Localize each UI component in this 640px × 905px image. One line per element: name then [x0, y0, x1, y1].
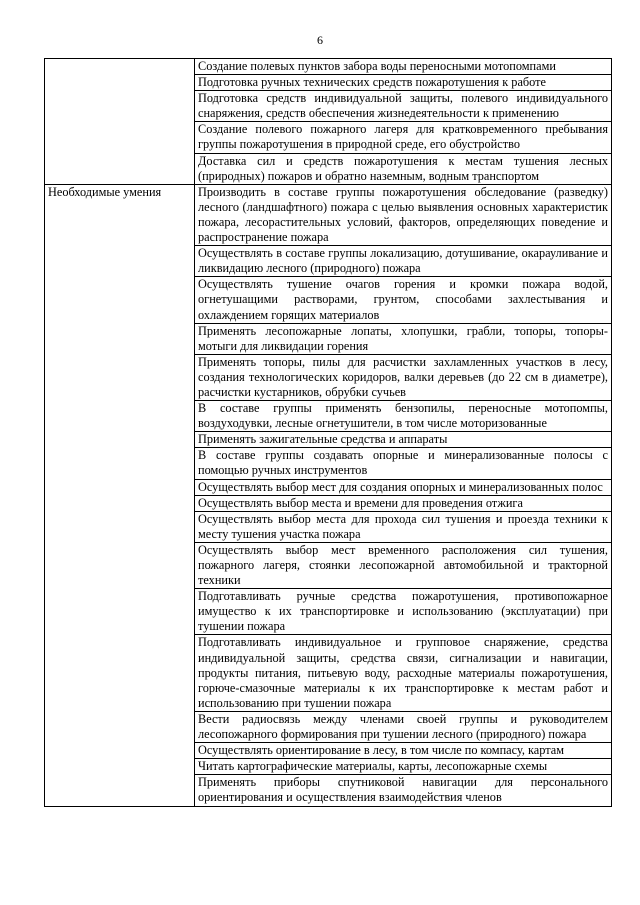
table-row [45, 59, 612, 75]
table-cell: Создание полевого пожарного лагеря для кратковременного пребывания группы пожаротушения в природной среде, его обустройство [195, 122, 612, 153]
table-cell: Подготовка средств индивидуальной защиты, полевого индивидуального снаряжения, средств обеспечения жизнедеятельности к применению [195, 91, 612, 122]
table-cell: Применять зажигательные средства и аппараты [195, 432, 612, 448]
table-cell: Применять приборы спутниковой навигации для персонального ориентирования и осуществления взаимодействия членов [195, 775, 612, 806]
table-cell: Вести радиосвязь между членами своей группы и руководителем лесопожарного формирования при тушении лесного (природного) пожара [195, 711, 612, 742]
table-row [45, 184, 612, 245]
table-cell: Осуществлять ориентирование в лесу, в том числе по компасу, картам [195, 743, 612, 759]
table-cell: Доставка сил и средств пожаротушения к местам тушения лесных (природных) пожаров и обратно наземным, водным транспортом [195, 153, 612, 184]
table-cell: Осуществлять выбор места и времени для проведения отжига [195, 495, 612, 511]
page-number: 6 [317, 33, 323, 47]
skills-label-cell: Необходимые умения [45, 184, 195, 806]
labor-function-table [44, 58, 612, 807]
table-cell: Осуществлять выбор мест временного расположения сил тушения, пожарного лагеря, стоянки лесопожарной автомобильной и тракторной техники [195, 542, 612, 588]
table-cell: Применять лесопожарные лопаты, хлопушки, грабли, топоры, топоры-мотыги для ликвидации горения [195, 323, 612, 354]
table-cell: Подготовка ручных технических средств пожаротушения к работе [195, 75, 612, 91]
table-cell: В составе группы создавать опорные и минерализованные полосы с помощью ручных инструментов [195, 448, 612, 479]
table-cell: Осуществлять тушение очагов горения и кромки пожара водой, огнетушащими растворами, грунтом, способами захлестывания и охлаждением горящих материалов [195, 277, 612, 323]
table-cell: Подготавливать индивидуальное и групповое снаряжение, средства индивидуальной защиты, средства связи, сигнализации и навигации, продукты питания, питьевую воду, расходные материалы пожаротушения, горюче-смазочные материалы к их транспортировке к местам работ и использованию при тушении пожара [195, 635, 612, 711]
table-cell: Читать картографические материалы, карты, лесопожарные схемы [195, 759, 612, 775]
table-cell: Осуществлять выбор мест для создания опорных и минерализованных полос [195, 479, 612, 495]
table-cell: Осуществлять выбор места для прохода сил тушения и проезда техники к месту тушения участка пожара [195, 511, 612, 542]
table-cell: Применять топоры, пилы для расчистки захламленных участков в лесу, создания технологических коридоров, валки деревьев (до 22 см в диаметре), расчистки кустарников, обрубки сучьев [195, 354, 612, 400]
prev-section-label-cell [45, 59, 195, 185]
table-cell: Создание полевых пунктов забора воды переносными мотопомпами [195, 59, 612, 75]
table-cell: Осуществлять в составе группы локализацию, дотушивание, окарауливание и ликвидацию лесного (природного) пожара [195, 246, 612, 277]
table-cell: Подготавливать ручные средства пожаротушения, противопожарное имущество к их транспортировке и использованию (эксплуатации) при тушении пожара [195, 589, 612, 635]
table-cell: В составе группы применять бензопилы, переносные мотопомпы, воздуходувки, лесные огнетушители, в том числе моторизованные [195, 401, 612, 432]
table-cell: Производить в составе группы пожаротушения обследование (разведку) лесного (ландшафтного) пожара с целью выявления основных характеристик пожара, лесорастительных условий, факторов, определяющих поведение и распространение пожара [195, 184, 612, 245]
